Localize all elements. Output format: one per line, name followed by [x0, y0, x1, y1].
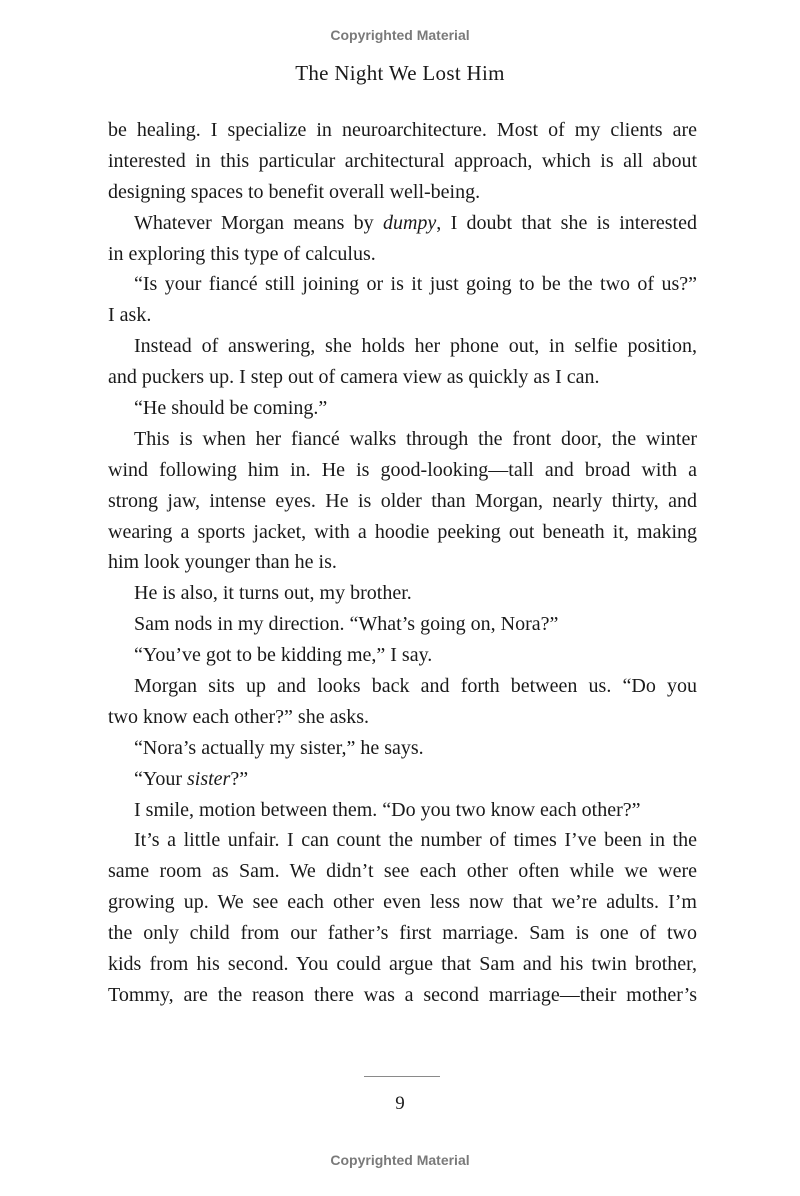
text-segment: wearing a sports jacket, with a hoodie peeking out beneath it, making: [108, 520, 697, 543]
text-line: [108, 856, 697, 887]
text-line: [108, 362, 697, 393]
text-segment: him look younger than he is.: [108, 551, 337, 574]
text-line: [108, 517, 697, 548]
text-segment: “Nora’s actually my sister,” he says.: [134, 736, 424, 759]
text-line: [108, 918, 697, 949]
text-segment: kids from his second. You could argue that Sam and his twin brother,: [108, 953, 697, 976]
text-segment: This is when her fiancé walks through the front door, the winter: [134, 427, 697, 450]
italic-text: sister: [186, 767, 231, 790]
text-line: [108, 455, 697, 486]
text-line: [108, 949, 697, 980]
text-segment: He is also, it turns out, my brother.: [134, 582, 412, 605]
text-segment: the only child from our father’s first marriage. Sam is one of two: [108, 922, 697, 945]
text-segment: Instead of answering, she holds her phone out, in selfie position,: [134, 335, 697, 358]
text-segment: I smile, motion between them. “Do you two know each other?”: [134, 798, 641, 821]
text-segment: growing up. We see each other even less now that we’re adults. I’m: [108, 891, 697, 914]
text-segment: Tommy, are the reason there was a second marriage—their mother’s: [108, 983, 697, 1006]
text-segment: Morgan sits up and looks back and forth between us. “Do you: [134, 675, 697, 698]
text-segment: I ask.: [108, 304, 152, 327]
copyright-watermark-top: Copyrighted Material: [330, 27, 470, 43]
text-line: [108, 486, 697, 517]
text-line: [108, 887, 697, 918]
text-line: [108, 115, 697, 146]
text-line: [108, 733, 697, 764]
text-line: [108, 547, 697, 578]
text-segment: two know each other?” she asks.: [108, 705, 370, 728]
text-segment: “He should be coming.”: [134, 397, 328, 420]
text-segment: wind following him in. He is good-looking—tall and broad with a: [108, 458, 697, 481]
text-line: [108, 609, 697, 640]
text-line: [108, 825, 697, 856]
text-line: [108, 146, 697, 177]
text-line: [108, 269, 697, 300]
text-line: [108, 640, 697, 671]
text-segment: same room as Sam. We didn’t see each other often while we were: [108, 860, 697, 883]
copyright-watermark-bottom: Copyrighted Material: [330, 1152, 470, 1168]
running-head-title: The Night We Lost Him: [295, 61, 505, 85]
text-line: [108, 764, 697, 795]
text-line: [108, 671, 697, 702]
text-line: [108, 980, 697, 1011]
text-segment: , I doubt that she is interested: [436, 211, 697, 234]
text-segment: Sam nods in my direction. “What’s going on, Nora?”: [134, 613, 559, 636]
text-segment: “You’ve got to be kidding me,” I say.: [134, 644, 433, 667]
text-segment: in exploring this type of calculus.: [108, 242, 376, 265]
text-line: [108, 702, 697, 733]
text-line: [108, 300, 697, 331]
text-line: [108, 424, 697, 455]
text-segment: and puckers up. I step out of camera view as quickly as I can.: [108, 366, 600, 389]
text-segment: ?”: [230, 767, 249, 790]
text-line: [108, 208, 697, 239]
text-segment: strong jaw, intense eyes. He is older than Morgan, nearly thirty, and: [108, 489, 697, 512]
text-segment: interested in this particular architectural approach, which is all about: [108, 149, 697, 172]
text-line: [108, 177, 697, 208]
italic-text: dumpy: [382, 211, 437, 234]
text-segment: designing spaces to benefit overall well-being.: [108, 180, 481, 203]
body-text: [108, 115, 697, 1011]
text-segment: Whatever Morgan means by: [134, 211, 383, 234]
footer-divider: [364, 1076, 440, 1077]
page-number: 9: [395, 1093, 405, 1114]
text-segment: be healing. I specialize in neuroarchitecture. Most of my clients are: [108, 119, 697, 141]
text-line: [108, 393, 697, 424]
text-line: [108, 795, 697, 826]
text-line: [108, 578, 697, 609]
text-segment: “Your: [134, 767, 187, 790]
text-line: [108, 239, 697, 270]
text-line: [108, 331, 697, 362]
text-segment: It’s a little unfair. I can count the number of times I’ve been in the: [134, 829, 697, 852]
text-segment: “Is your fiancé still joining or is it just going to be the two of us?”: [134, 273, 697, 296]
